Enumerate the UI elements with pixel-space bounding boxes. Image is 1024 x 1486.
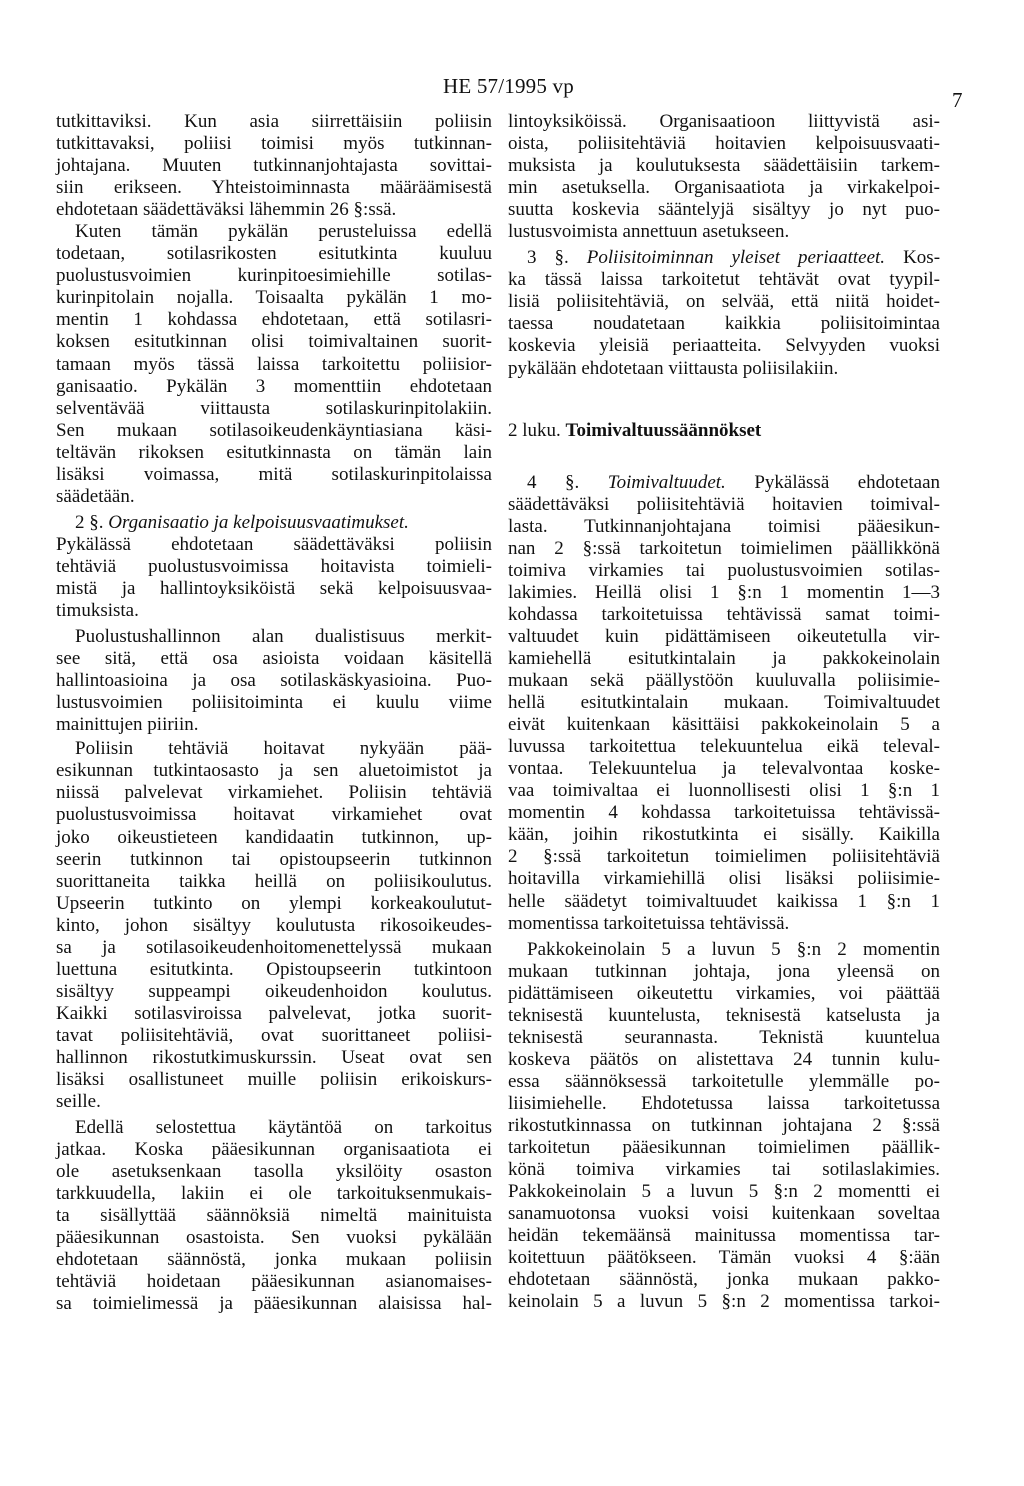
text-line: heidän tekemäänsä mainitussa momentissa tar- [508, 1225, 940, 1247]
chapter-heading [508, 420, 940, 442]
text-line: pääesikunnan osastoista. Sen vuoksi pykälään [56, 1227, 492, 1249]
text-line: tavat poliisitehtäviä, ovat suorittaneet poliisi- [56, 1024, 492, 1046]
text-line: min asetuksella. Organisaatiota ja virkakelpoi- [508, 177, 940, 199]
text-line: pidättämiseen oikeutettu virkamies, voi päättää [508, 982, 940, 1004]
text-line: sa ja sotilasoikeudenhoitomenettelyssä mukaan [56, 936, 492, 958]
text-line: oista, poliisitehtäviä hoitavien kelpoisuusvaati- [508, 133, 940, 155]
text-line: todetaan, sotilasrikosten esitutkinta kuuluu [56, 243, 492, 265]
text-line: seille. [56, 1091, 101, 1113]
page-number: 7 [952, 88, 963, 112]
section-2-heading [56, 512, 492, 534]
paragraph-organisation [508, 111, 940, 243]
text-line: Sen mukaan sotilasoikeudenkäyntiasiana käsi- [56, 419, 492, 441]
text-line: Kuten tämän pykälän perusteluissa edellä [75, 221, 492, 243]
text-line: vontaa. Telekuuntelua ja televalvontaa koske- [508, 758, 940, 780]
text-line: lisäksi voimassa, mitä sotilaskurinpitolaissa [56, 463, 492, 485]
text-line: selventävää viittausta sotilaskurinpitolakiin. [56, 397, 492, 419]
text-line: lisäksi osallistuneet muille poliisin erikoiskurs- [56, 1069, 492, 1091]
text-line: lustusvoimista annettuun asetukseen. [508, 221, 790, 243]
text-line: hellä esitutkintalain mukaan. Toimivaltuudet [508, 692, 940, 714]
text-line: esikunnan tutkintaosasto ja sen aluetoimistot ja [56, 760, 492, 782]
text-line: tutkittaviksi. Kun asia siirrettäisiin poliisin [56, 111, 492, 132]
text-line: koksen esitutkinnan olisi toimivaltainen suorit- [56, 331, 492, 353]
text-line: tehtäviä hoidetaan pääesikunnan asianomaises- [56, 1271, 492, 1293]
text-line: suutta koskevia sääntelyjä sisältyy jo nyt puo- [508, 199, 940, 221]
text-line: sa toimielimessä ja pääesikunnan alaisissa hal- [56, 1293, 492, 1315]
document-id: HE 57/1995 vp [443, 74, 574, 98]
text-line: ole asetuksenkaan tasolla yksilöity osaston [56, 1161, 492, 1183]
section-title: Poliisitoiminnan yleiset periaatteet. [586, 247, 886, 269]
text-line: Pakkokeinolain 5 a luvun 5 §:n 2 momentin [527, 938, 940, 960]
text-line: mukaan tutkinnan johtaja, jona yleensä on [508, 960, 940, 982]
section-4 [508, 472, 940, 935]
text-line: tehtäviä puolustusvoimissa hoitavista toimieli- [56, 555, 492, 577]
text-line: säädettäväksi poliisitehtäviä hoitavien toimival- [508, 493, 940, 515]
text-line: keinolain 5 a luvun 5 §:n 2 momentissa tarkoi- [508, 1291, 940, 1313]
text-line: nan 2 §:ssä tarkoitetun toimielimen päällikkönä [508, 537, 940, 559]
paragraph-dualism [56, 626, 492, 736]
section-3 [508, 247, 940, 379]
text-line: Poliisin tehtäviä hoitavat nykyään pää- [75, 738, 492, 760]
section-title: Organisaatio ja kelpoisuusvaatimukset. [108, 511, 409, 533]
text-line: teknisestä seurannasta. Teknistä kuuntelua [508, 1026, 940, 1048]
text-line: tutkittavaksi, poliisi toimisi myös tutkinnan- [56, 133, 492, 155]
section-title: Toimivaltuudet. [607, 471, 726, 493]
text-line: mentin 1 kohdassa ehdotetaan, että sotilasri- [56, 309, 492, 331]
chapter-number: 2 luku. [508, 419, 561, 441]
text-line: ehdotetaan säännöstä, jonka mukaan pakko- [508, 1269, 940, 1291]
text-line: niissä palvelevat virkamiehet. Poliisin tehtäviä [56, 782, 492, 804]
section-number: 2 §. [75, 511, 104, 533]
text-line: lasta. Tutkinnanjohtajana toimisi pääesikun- [508, 515, 940, 537]
text-line: säädetään. [56, 485, 135, 507]
chapter-title: Toimivaltuussäännökset [565, 419, 762, 441]
text-line: hallintoasioina ja osa sotilaskäskyasioina. Puo- [56, 670, 492, 692]
text-line: liisimiehelle. Ehdotetussa laissa tarkoitetussa [508, 1092, 940, 1114]
text-line: timuksista. [56, 600, 139, 622]
text-line: momentin 4 kohdassa tarkoitetuissa tehtävissä- [508, 802, 940, 824]
text-line: kohdassa tarkoitetuissa tehtävissä samat toimi- [508, 603, 940, 625]
text-line: könä toimiva virkamies tai sotilaslakimies. [508, 1159, 940, 1181]
left-column [56, 111, 492, 1316]
text-line: ehdotetaan säännöstä, jonka mukaan poliisin [56, 1249, 492, 1271]
text-line: koskeva päätös on alistettava 24 tunnin kulu- [508, 1048, 940, 1070]
paragraph-intro [56, 111, 492, 508]
text-line: see sitä, että osa asioista voidaan käsitellä [56, 648, 492, 670]
text-fragment: Kos- [903, 247, 941, 269]
text-line: Upseerin tutkinto on ylempi korkeakoulutut- [56, 892, 492, 914]
text-line: lakimies. Heillä olisi 1 §:n 1 momentin 1—3 [508, 581, 940, 603]
text-line: siin erikseen. Yhteistoiminnasta määräämisestä [56, 177, 492, 199]
text-line: mainittujen piiriin. [56, 714, 199, 736]
text-line: helle säädetyt toimivaltuudet kaikissa 1 §:n 1 [508, 890, 940, 912]
text-line: essa säännöksessä tarkoitetulle ylemmälle po- [508, 1070, 940, 1092]
text-line: puolustusvoimissa hoitavat virkamiehet ovat [56, 804, 492, 826]
section-2 [56, 512, 492, 622]
text-line: valtuudet kuin pidättämiseen oikeutetulla vir- [508, 625, 940, 647]
text-line: Pakkokeinolain 5 a luvun 5 §:n 2 momentti ei [508, 1181, 940, 1203]
text-line: sisältyy suppeampi oikeudenhoidon koulutus. [56, 980, 492, 1002]
text-line: muksista ja koulutuksesta säädettäisiin tarkem- [508, 155, 940, 177]
text-line: joko oikeustieteen kandidaatin tutkinnon, up- [56, 826, 492, 848]
text-line: tamaan myös tässä laissa tarkoitettu poliisior- [56, 353, 492, 375]
text-line: Pykälässä ehdotetaan säädettäväksi poliisin [56, 533, 492, 555]
section-3-heading [508, 247, 940, 269]
section-number: 4 §. [527, 471, 580, 493]
text-line: ganisaatio. Pykälän 3 momenttiin ehdotetaan [56, 375, 492, 397]
text-line: lustusvoimien poliisitoiminta ei kuulu viime [56, 692, 492, 714]
text-line: ta sisällyttää säännöksiä nimeltä mainituista [56, 1205, 492, 1227]
text-line: ehdotetaan säädettäväksi lähemmin 26 §:ssä. [56, 199, 397, 221]
text-line: sanamuotonsa vuoksi voisi kuitenkaan soveltaa [508, 1203, 940, 1225]
text-line: mistä ja hallintoyksiköistä sekä kelpoisuusvaa- [56, 577, 492, 599]
text-line: Puolustushallinnon alan dualistisuus merkit- [75, 626, 492, 648]
text-line: puolustusvoimien kurinpitoesimiehille sotilas- [56, 265, 492, 287]
text-line: hallinnon rikostutkimuskurssin. Useat ovat sen [56, 1046, 492, 1068]
text-line: jatkaa. Koska pääesikunnan organisaatiota ei [56, 1139, 492, 1161]
paragraph-coercive-measures [508, 939, 940, 1314]
text-line: Edellä selostettua käytäntöä on tarkoitus [75, 1117, 492, 1139]
text-line: kinto, johon sisältyy koulutusta rikosoikeudes- [56, 914, 492, 936]
text-line: kään, joihin rikostutkinta ei sisälly. Kaikilla [508, 824, 940, 846]
text-line: lintoyksiköissä. Organisaatioon liittyvistä asi- [508, 111, 940, 132]
text-line: teknisestä kuuntelusta, teknisestä katselusta ja [508, 1004, 940, 1026]
text-line: rikostutkinnassa on tutkinnan johtajana 2 §:ssä [508, 1114, 940, 1136]
text-line: momentissa tarkoitetuissa tehtävissä. [508, 912, 790, 934]
text-fragment: Pykälässä ehdotetaan [754, 471, 941, 493]
text-line: johtajana. Muuten tutkinnanjohtajasta sovittai- [56, 155, 492, 177]
text-line: koskevia yleisiä periaatteita. Selvyyden vuoksi [508, 335, 940, 357]
text-line: seerin tutkinnon tai opistoupseerin tutkinnon [56, 848, 492, 870]
text-line: mukaan sekä päällystöön kuuluvalla poliisimie- [508, 670, 940, 692]
text-line: tarkkuudella, lakiin ei ole tarkoituksenmukais- [56, 1183, 492, 1205]
paragraph-police-tasks [56, 738, 492, 1113]
text-line: taessa noudatetaan kaikkia poliisitoimintaa [508, 313, 940, 335]
text-line: pykälään ehdotetaan viittausta poliisilakiin. [508, 357, 839, 379]
text-line: eivät kuitenkaan käsittäisi pakkokeinolain 5 a [508, 714, 940, 736]
text-line: suorittaneita taikka heillä on poliisikoulutus. [56, 870, 492, 892]
text-line: teltävän rikoksen esitutkinnasta on tämän lain [56, 441, 492, 463]
section-4-heading [508, 472, 940, 494]
text-line: toimiva virkamies tai puolustusvoimien sotilas- [508, 559, 940, 581]
text-line: hoitavilla virkamiehillä olisi lisäksi poliisimie- [508, 868, 940, 890]
section-number: 3 §. [527, 247, 569, 269]
text-line: koitettuun päätökseen. Tämän vuoksi 4 §:ään [508, 1247, 940, 1269]
text-line: luvussa tarkoitettua telekuuntelua eikä televal- [508, 736, 940, 758]
right-column [508, 111, 940, 1313]
text-line: Kaikki sotilasviroissa palvelevat, jotka suorit- [56, 1002, 492, 1024]
text-line: kurinpitolain nojalla. Toisaalta pykälän 1 mo- [56, 287, 492, 309]
text-line: lisiä poliisitehtäviä, on selvää, että niitä hoidet- [508, 291, 940, 313]
text-line: tarkoitetun pääesikunnan toimielimen päällik- [508, 1137, 940, 1159]
text-line: kamiehellä esitutkintalain ja pakkokeinolain [508, 647, 940, 669]
paragraph-continue-practice [56, 1117, 492, 1315]
text-line: ka tässä laissa tarkoitetut tehtävät ovat tyypil- [508, 269, 940, 291]
text-line: vaa toimivaltaa ei luonnollisesti olisi 1 §:n 1 [508, 780, 940, 802]
text-line: 2 §:ssä tarkoitetun toimielimen poliisitehtäviä [508, 846, 940, 868]
text-line: luettuna esitutkinta. Opistoupseerin tutkintoon [56, 958, 492, 980]
page-header [0, 74, 1024, 112]
